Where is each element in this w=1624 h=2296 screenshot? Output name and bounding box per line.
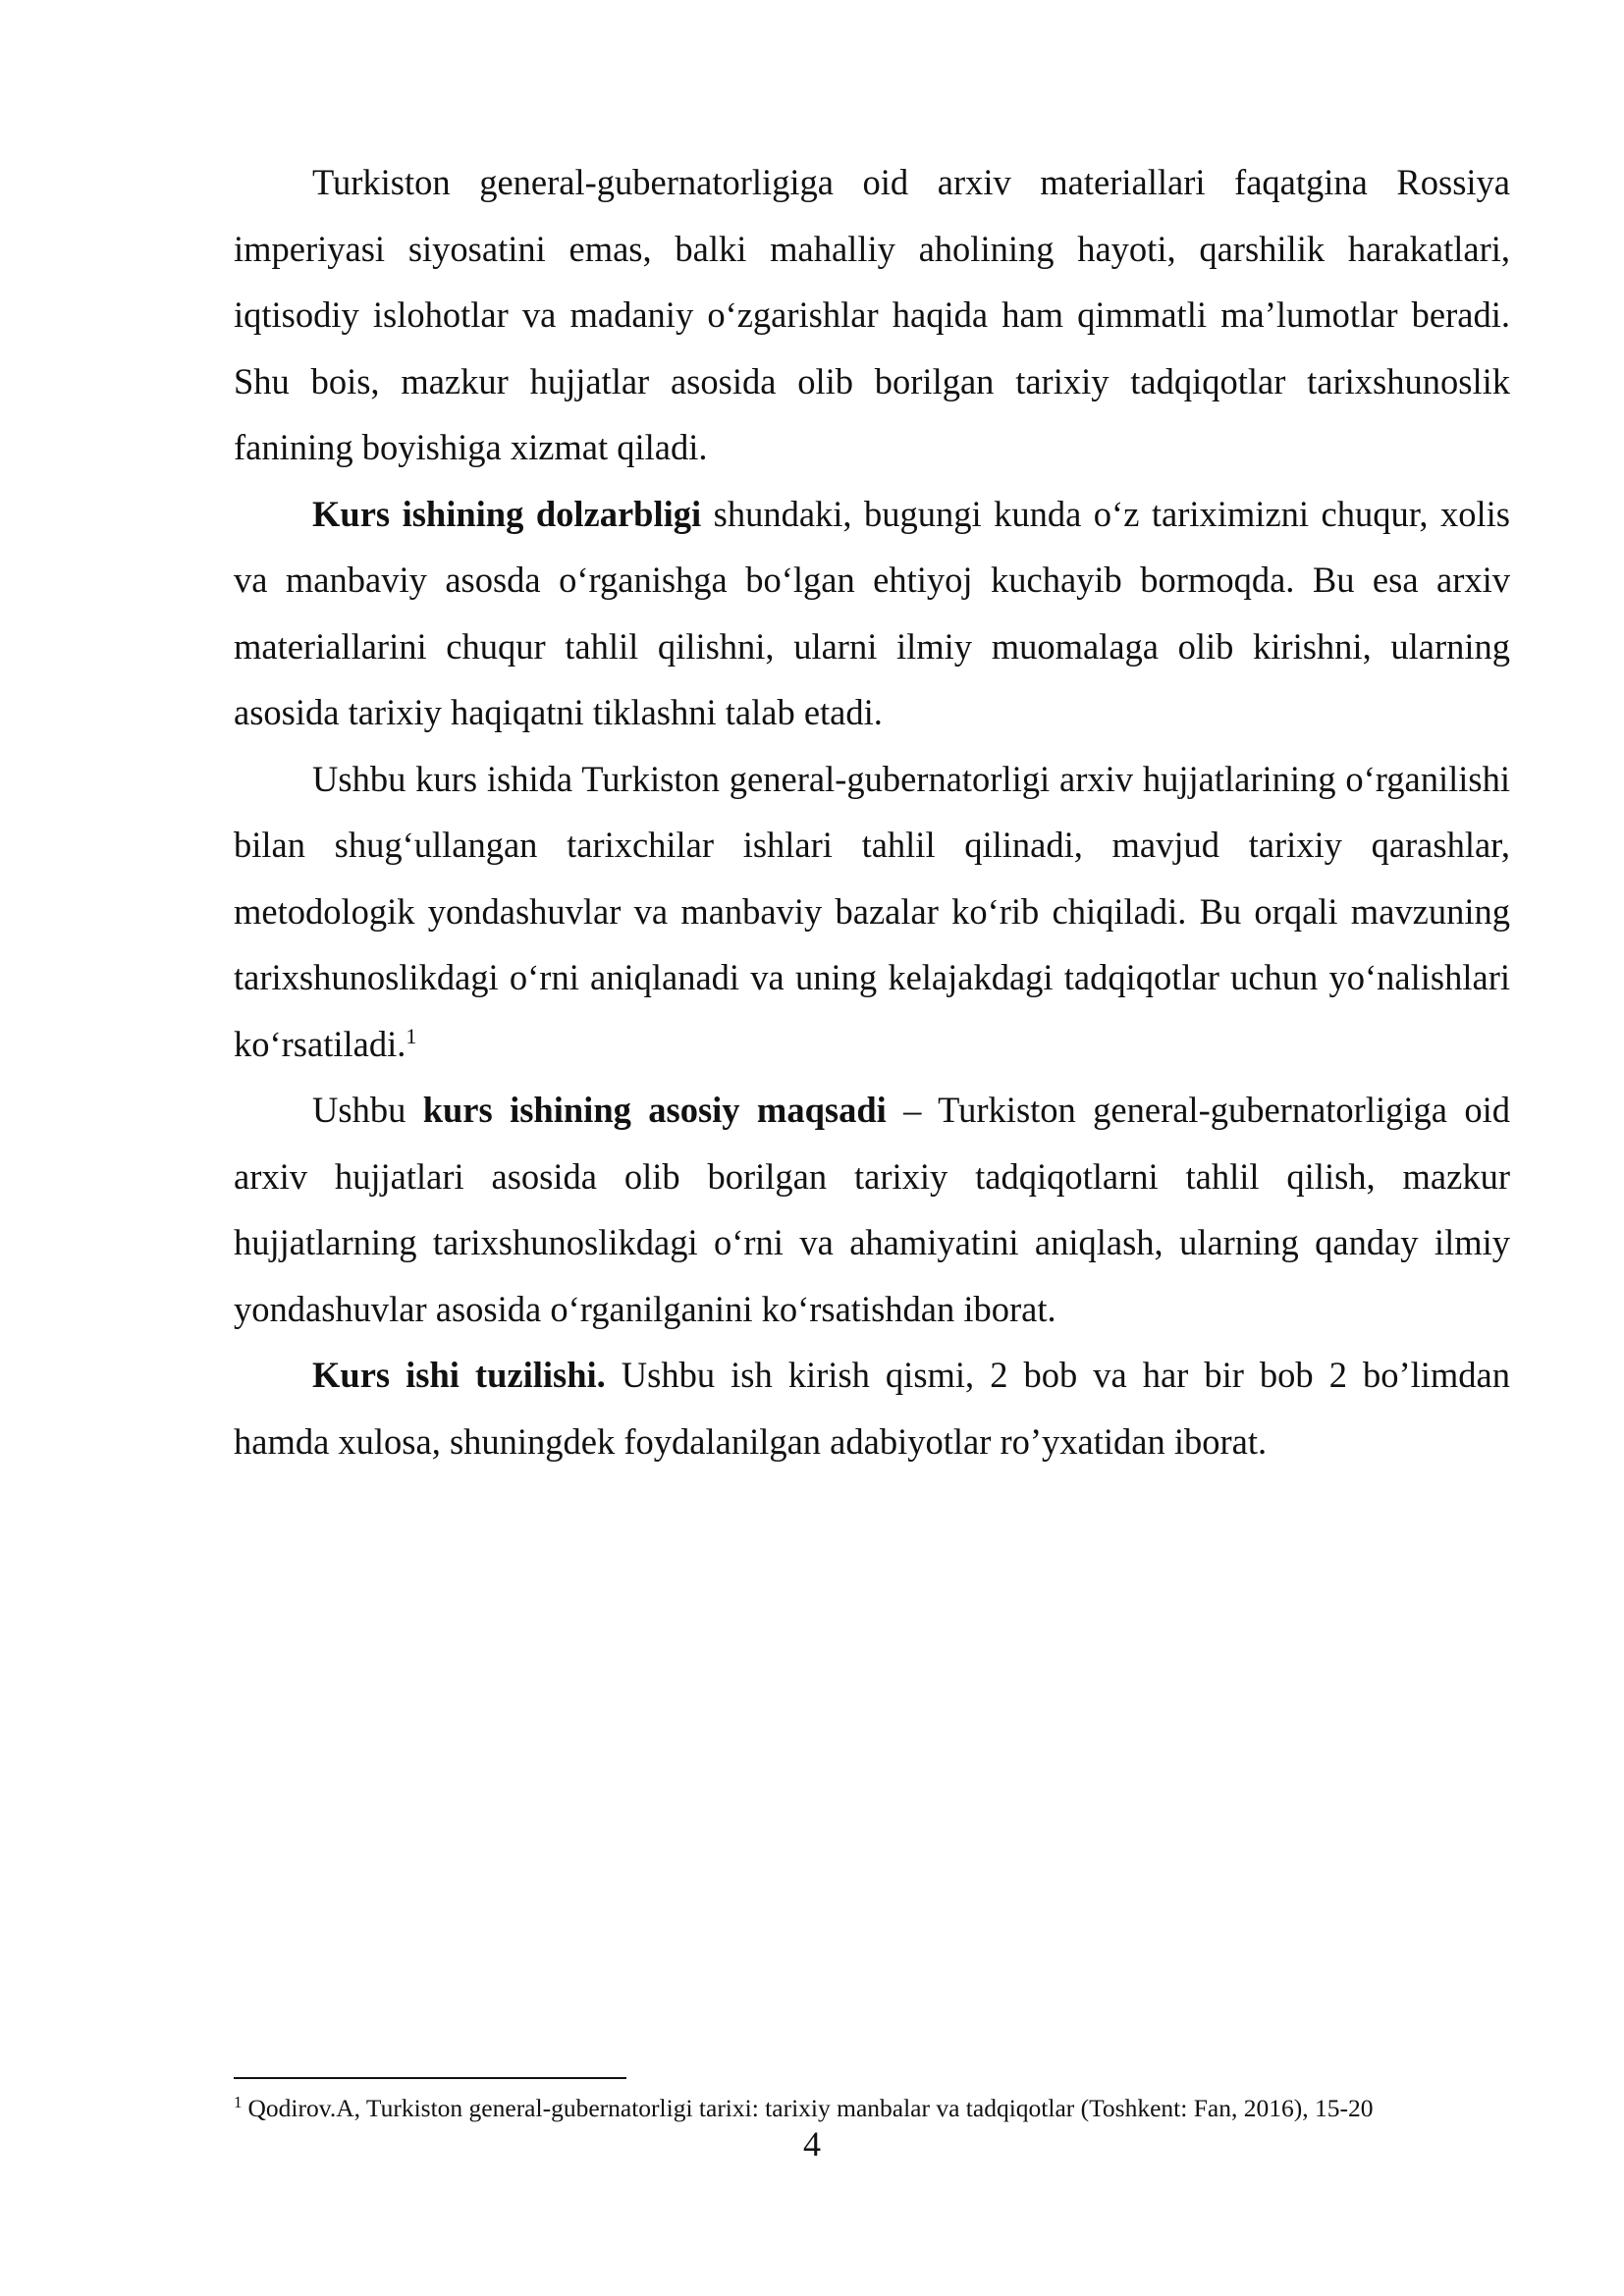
paragraph-relevance [234,481,1510,746]
relevance-heading: Kurs ishining dolzarbligi [312,493,702,534]
footnote-separator [234,2077,626,2079]
goal-text: – Turkiston general-gubernatorligiga oid arxiv hujjatlari asosida olib borilgan tarixiy tadqiqotlarni tahlil qilish, mazkur hujjatlarning tarixshunoslikdagi o‘rni va ahamiyatini aniqlash, ularning qanday ilmiy yondashuvlar asosida o‘rganilganini ko‘rsatishdan iborat. [234,1090,1510,1329]
paragraph-structure [234,1342,1510,1474]
structure-text: Ushbu ish kirish qismi, 2 bob va har bir bob 2 bo’limdan hamda xulosa, shuningdek foydalanilgan adabiyotlar ro’yxatidan iborat. [234,1355,1510,1462]
scope-text: Ushbu kurs ishida Turkiston general-gubernatorligi arxiv hujjatlarining o‘rganilishi bilan shug‘ullangan tarixchilar ishlari tahlil qilinadi, mavjud tarixiy qarashlar, metodologik yondashuvlar va manbaviy bazalar ko‘rib chiqiladi. Bu orqali mavzuning tarixshunoslikdagi o‘rni aniqlanadi va uning kelajakdagi tadqiqotlar uchun yo‘nalishlari ko‘rsatiladi. [234,758,1510,1064]
footnote-reference[interactable]: 1 [406,1023,417,1048]
relevance-text: shundaki, bugungi kunda o‘z tariximizni chuqur, xolis va manbaviy asosda o‘rganishga bo‘lgan ehtiyoj kuchayib bormoqda. Bu esa arxiv materiallarini chuqur tahlil qilishni, ularni ilmiy muomalaga olib kirishni, ularning asosida tarixiy haqiqatni tiklashni talab etadi. [234,493,1510,732]
structure-heading: Kurs ishi tuzilishi. [312,1355,606,1395]
footnote-number: 1 [234,2092,243,2111]
page-number: 4 [803,2124,821,2163]
body-text [234,149,1510,1474]
goal-heading: kurs ishining asosiy maqsadi [422,1090,887,1130]
paragraph-goal [234,1077,1510,1342]
goal-lead-text: Ushbu [312,1090,423,1130]
paragraph-intro [234,149,1510,481]
footnote-text: Qodirov.A, Turkiston general-gubernatorligi tarixi: tarixiy manbalar va tadqiqotlar (Toshkent: Fan, 2016), 15-20 [247,2094,1374,2122]
paragraph-scope [234,746,1510,1078]
paragraph-intro-text: Turkiston general-gubernatorligiga oid arxiv materiallari faqatgina Rossiya imperiyasi siyosatini emas, balki mahalliy aholining hayoti, qarshilik harakatlari, iqtisodiy islohotlar va madaniy o‘zgarishlar haqida ham qimmatli ma’lumotlar beradi. Shu bois, mazkur hujjatlar asosida olib borilgan tarixiy tadqiqotlar tarixshunoslik fanining boyishiga xizmat qiladi. [234,162,1510,467]
